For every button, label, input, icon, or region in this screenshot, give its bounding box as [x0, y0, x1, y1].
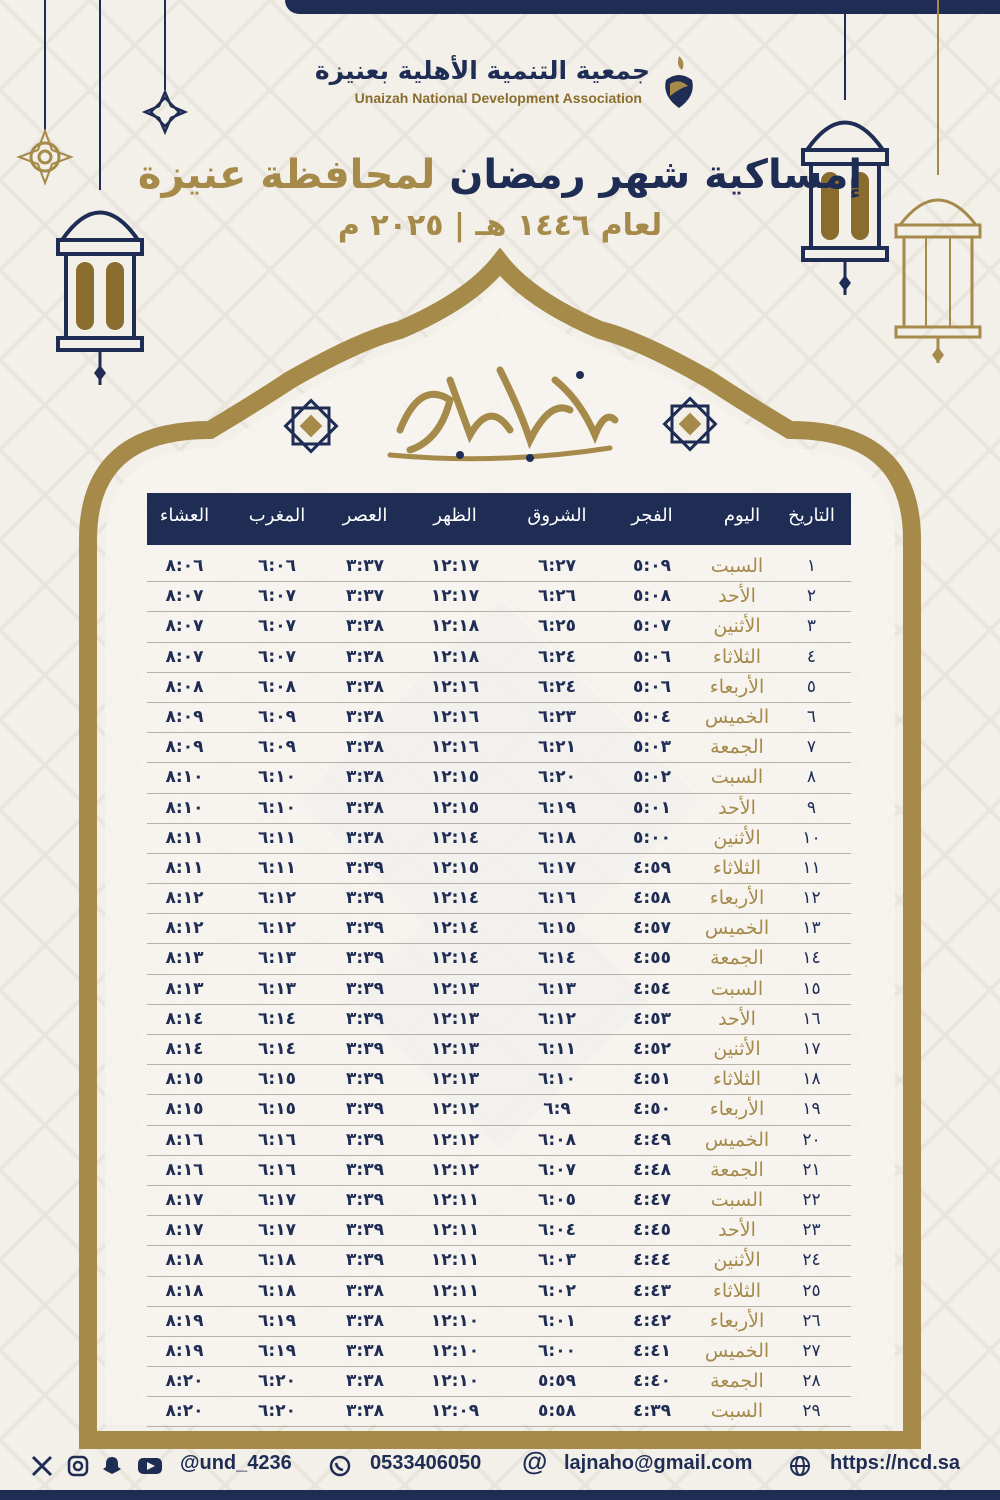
cell-fajr: ٤:٥١	[633, 1069, 671, 1090]
cell-shuruq: ٦:٢٤	[538, 646, 576, 667]
cell-shuruq: ٦:٢١	[538, 737, 576, 758]
cell-isha: ٨:٢٠	[165, 1371, 204, 1392]
ramadan-calligraphy	[380, 340, 620, 470]
cell-isha: ٨:١٤	[165, 1039, 204, 1059]
cell-isha: ٨:٠٧	[165, 616, 204, 637]
cell-shuruq: ٦:١٥	[538, 918, 576, 939]
cell-dhuhr: ١٢:١١	[430, 1250, 480, 1271]
cell-shuruq: ٦:١٩	[538, 797, 576, 818]
cell-maghrib: ٦:١٩	[258, 1340, 296, 1361]
cell-date: ١	[806, 556, 817, 576]
cell-date: ١٢	[802, 888, 821, 909]
cell-asr: ٣:٣٨	[346, 676, 384, 697]
table-row	[147, 703, 851, 733]
cell-dhuhr: ١٢:١٣	[430, 978, 480, 999]
cell-fajr: ٥:٠٢	[633, 767, 671, 788]
cell-day: الأحد	[718, 1007, 756, 1030]
bottom-accent-bar	[0, 1490, 1000, 1500]
cell-dhuhr: ١٢:١١	[430, 1280, 480, 1301]
cell-isha: ٨:١٢	[165, 888, 204, 909]
cell-isha: ٨:١٧	[165, 1220, 204, 1241]
table-row	[147, 673, 851, 703]
cell-date: ٦	[806, 706, 817, 727]
cell-isha: ٨:١٨	[165, 1280, 204, 1301]
cell-date: ١٠	[802, 827, 821, 848]
cell-dhuhr: ١٢:١٤	[430, 827, 480, 848]
cell-day: الخميس	[704, 705, 770, 728]
cell-date: ١٣	[802, 918, 821, 939]
table-row	[147, 884, 851, 914]
cell-dhuhr: ١٢:١٣	[430, 1039, 480, 1059]
cell-fajr: ٤:٤١	[633, 1340, 671, 1361]
cell-date: ١١	[802, 857, 821, 878]
youtube-icon[interactable]	[136, 1454, 164, 1478]
cell-date: ١٩	[802, 1099, 821, 1120]
cell-shuruq: ٦:١٦	[538, 888, 576, 909]
cell-maghrib: ٦:١٨	[258, 1280, 296, 1301]
cell-maghrib: ٦:١٢	[258, 918, 296, 939]
table-row	[147, 582, 851, 612]
table-row	[147, 944, 851, 974]
cell-fajr: ٥:٠٨	[633, 586, 671, 607]
cell-date: ٢٢	[802, 1189, 821, 1210]
cell-dhuhr: ١٢:١٨	[430, 646, 480, 667]
cell-asr: ٣:٣٨	[346, 1310, 384, 1331]
cell-date: ١٦	[802, 1008, 821, 1029]
cell-asr: ٣:٣٨	[346, 1340, 384, 1361]
cell-shuruq: ٦:١٢	[538, 1008, 576, 1029]
cell-shuruq: ٦:٠٣	[538, 1250, 576, 1271]
cell-dhuhr: ١٢:١١	[430, 1220, 480, 1241]
cell-maghrib: ٦:١١	[258, 857, 296, 878]
cell-asr: ٣:٣٨	[346, 616, 384, 637]
organization-name-en: Unaizah National Development Association	[354, 90, 642, 106]
cell-shuruq: ٦:٠٤	[538, 1220, 576, 1241]
cell-day: الأربعاء	[709, 675, 765, 698]
table-row	[147, 1246, 851, 1276]
cell-shuruq: ٦:١٨	[538, 827, 576, 848]
organization-logo-icon	[656, 52, 702, 112]
cell-maghrib: ٦:١٠	[258, 767, 296, 788]
cell-dhuhr: ١٢:٠٩	[430, 1401, 480, 1422]
cell-isha: ٨:١٨	[165, 1250, 204, 1271]
cell-asr: ٣:٣٩	[346, 948, 384, 969]
cell-asr: ٣:٣٨	[346, 1280, 384, 1301]
cell-maghrib: ٦:١٥	[258, 1069, 296, 1090]
cell-fajr: ٤:٤٨	[633, 1159, 671, 1180]
at-icon: @	[522, 1446, 548, 1476]
cell-isha: ٨:١٣	[165, 948, 204, 969]
snapchat-icon[interactable]	[100, 1454, 124, 1478]
cell-isha: ٨:١٥	[165, 1069, 204, 1090]
star-ornament	[145, 92, 185, 132]
table-row	[147, 1005, 851, 1035]
cell-shuruq: ٦:٠٧	[538, 1159, 576, 1180]
globe-icon	[788, 1454, 812, 1478]
cell-fajr: ٤:٥٢	[633, 1039, 671, 1059]
cell-shuruq: ٥:٥٩	[538, 1371, 576, 1392]
cell-isha: ٨:١٥	[165, 1099, 204, 1120]
cell-fajr: ٥:٠٦	[633, 676, 671, 697]
cell-fajr: ٤:٤٤	[633, 1250, 671, 1271]
cell-maghrib: ٦:١١	[258, 827, 296, 848]
cell-shuruq: ٦:١٣	[538, 978, 576, 999]
header-isha: العشاء	[159, 505, 210, 526]
cell-fajr: ٤:٥٧	[633, 918, 671, 939]
cell-dhuhr: ١٢:١٨	[430, 616, 480, 637]
cell-maghrib: ٦:٠٦	[258, 556, 296, 576]
cell-dhuhr: ١٢:١٦	[430, 676, 480, 697]
cell-maghrib: ٦:١٤	[258, 1039, 296, 1059]
cell-maghrib: ٦:١٧	[258, 1189, 296, 1210]
cell-maghrib: ٦:٠٧	[258, 616, 296, 637]
cell-isha: ٨:٠٩	[165, 706, 204, 727]
cell-isha: ٨:١٦	[165, 1129, 204, 1150]
organization-name-ar: جمعية التنمية الأهلية بعنيزة	[314, 56, 650, 85]
whatsapp-icon	[328, 1454, 352, 1478]
cell-fajr: ٥:٠٤	[633, 706, 671, 727]
page-subtitle: لعام ١٤٤٦ هـ | ٢٠٢٥ م	[337, 208, 663, 243]
cell-isha: ٨:١٣	[165, 978, 204, 999]
cell-maghrib: ٦:٢٠	[258, 1401, 296, 1422]
cell-isha: ٨:٠٩	[165, 737, 204, 758]
cell-maghrib: ٦:١٥	[258, 1099, 296, 1120]
cell-fajr: ٤:٤٠	[633, 1371, 671, 1392]
cell-date: ٥	[806, 676, 817, 697]
cell-isha: ٨:٢٠	[165, 1401, 204, 1422]
cell-date: ٩	[806, 797, 817, 818]
cell-date: ١٨	[802, 1069, 821, 1090]
cell-fajr: ٤:٥٣	[633, 1008, 671, 1029]
table-row	[147, 1337, 851, 1367]
header-dhuhr: الظهر	[433, 505, 477, 526]
title-part-2: لمحافظة عنيزة	[137, 152, 436, 198]
cell-asr: ٣:٣٨	[346, 1371, 384, 1392]
table-row	[147, 1186, 851, 1216]
cell-day: الخميس	[704, 1128, 770, 1151]
cell-day: الجمعة	[710, 1370, 764, 1393]
cell-date: ٢١	[802, 1159, 821, 1180]
table-row	[147, 643, 851, 673]
cell-asr: ٣:٣٧	[346, 556, 384, 576]
cell-shuruq: ٦:٢٠	[538, 767, 576, 788]
table-row	[147, 763, 851, 793]
cell-day: الجمعة	[710, 736, 764, 759]
cell-dhuhr: ١٢:١٣	[430, 1008, 480, 1029]
cell-date: ٢٥	[802, 1280, 821, 1301]
cell-day: الأثنين	[713, 1038, 761, 1060]
cell-asr: ٣:٣٩	[346, 1099, 384, 1120]
table-row	[147, 1307, 851, 1337]
cell-day: الأحد	[718, 1219, 756, 1242]
cell-asr: ٣:٣٩	[346, 857, 384, 878]
cell-maghrib: ٦:٠٩	[258, 706, 296, 727]
cell-dhuhr: ١٢:١٠	[430, 1310, 480, 1331]
cell-shuruq: ٦:٢٦	[538, 586, 576, 607]
geometric-ornament-left	[283, 398, 339, 454]
cell-asr: ٣:٣٩	[346, 1159, 384, 1180]
header-shuruq: الشروق	[527, 505, 587, 526]
cell-asr: ٣:٣٩	[346, 1039, 384, 1059]
table-row	[147, 1277, 851, 1307]
cell-shuruq: ٦:١٧	[538, 857, 576, 878]
cell-dhuhr: ١٢:١٥	[430, 767, 480, 788]
cell-day: الأربعاء	[709, 1098, 765, 1121]
cell-shuruq: ٦:١٠	[538, 1069, 576, 1090]
cell-dhuhr: ١٢:١٠	[430, 1371, 480, 1392]
cell-dhuhr: ١٢:١٥	[430, 797, 480, 818]
table-row	[147, 1126, 851, 1156]
footer-phone[interactable]: 0533406050	[370, 1452, 482, 1474]
cell-asr: ٣:٣٩	[346, 888, 384, 909]
cell-day: الثلاثاء	[712, 1279, 762, 1302]
cell-fajr: ٤:٤٥	[633, 1220, 671, 1241]
cell-isha: ٨:١١	[165, 827, 204, 848]
cell-isha: ٨:١٤	[165, 1008, 204, 1029]
cell-shuruq: ٦:٠١	[538, 1310, 576, 1331]
cell-isha: ٨:١٠	[165, 797, 204, 818]
cell-dhuhr: ١٢:١١	[430, 1189, 480, 1210]
cell-asr: ٣:٣٩	[346, 1189, 384, 1210]
cell-shuruq: ٦:١١	[538, 1039, 576, 1059]
cell-day: الأثنين	[713, 615, 761, 638]
cell-fajr: ٥:٠١	[633, 797, 671, 818]
cell-isha: ٨:٠٧	[165, 586, 204, 607]
table-row	[147, 824, 851, 854]
cell-maghrib: ٦:١٣	[258, 978, 296, 999]
x-icon[interactable]	[30, 1454, 54, 1478]
cell-date: ٨	[806, 767, 817, 788]
cell-date: ١٧	[802, 1039, 821, 1059]
table-row	[147, 914, 851, 944]
cell-day: السبت	[710, 555, 764, 577]
footer	[0, 1448, 1000, 1488]
cell-fajr: ٤:٤٣	[633, 1280, 671, 1301]
cell-fajr: ٥:٠٣	[633, 737, 671, 758]
table-row	[147, 854, 851, 884]
cell-date: ١٥	[802, 978, 821, 999]
prayer-times-table	[147, 552, 851, 1427]
cell-isha: ٨:١١	[165, 857, 204, 878]
cell-shuruq: ٦:١٤	[538, 948, 576, 969]
geometric-ornament-right	[662, 396, 718, 452]
footer-email[interactable]: lajnaho@gmail.com	[564, 1452, 753, 1474]
cell-date: ٢٤	[802, 1250, 821, 1271]
page-title	[0, 152, 1000, 198]
cell-asr: ٣:٣٨	[346, 767, 384, 788]
cell-day: السبت	[710, 1188, 764, 1211]
table-row	[147, 975, 851, 1005]
cell-day: الثلاثاء	[712, 645, 762, 668]
table-row	[147, 1156, 851, 1186]
cell-dhuhr: ١٢:١٤	[430, 888, 480, 909]
cell-dhuhr: ١٢:١٠	[430, 1340, 480, 1361]
cell-date: ٢٠	[802, 1129, 821, 1150]
cell-maghrib: ٦:٢٠	[258, 1371, 296, 1392]
cell-day: الأثنين	[713, 826, 761, 849]
table-row	[147, 552, 851, 582]
table-header	[147, 493, 851, 545]
footer-handle[interactable]: @und_4236	[180, 1452, 292, 1474]
cell-isha: ٨:١٧	[165, 1189, 204, 1210]
cell-shuruq: ٦:٠٠	[538, 1340, 576, 1361]
table-row	[147, 612, 851, 642]
cell-asr: ٣:٣٨	[346, 797, 384, 818]
cell-dhuhr: ١٢:١٧	[430, 556, 480, 576]
cell-date: ٢	[806, 586, 817, 607]
cell-asr: ٣:٣٩	[346, 1069, 384, 1090]
table-row	[147, 733, 851, 763]
cell-shuruq: ٦:٢٧	[538, 556, 576, 576]
cell-date: ١٤	[802, 948, 821, 969]
cell-day: الأربعاء	[709, 1309, 765, 1332]
table-row	[147, 1397, 851, 1427]
cell-fajr: ٥:٠٧	[633, 616, 671, 637]
cell-date: ٣	[806, 616, 817, 637]
cell-dhuhr: ١٢:١٤	[430, 918, 480, 939]
footer-website[interactable]: https://ncd.sa	[830, 1452, 961, 1474]
cell-day: السبت	[710, 1400, 764, 1423]
cell-dhuhr: ١٢:١٣	[430, 1069, 480, 1090]
cell-date: ٢٦	[802, 1310, 821, 1331]
header-fajr: الفجر	[631, 505, 673, 526]
cell-shuruq: ٦:٢٤	[538, 676, 576, 697]
cell-day: الأحد	[718, 796, 756, 819]
cell-fajr: ٤:٥٨	[633, 888, 671, 909]
cell-maghrib: ٦:١٤	[258, 1008, 296, 1029]
cell-day: الخميس	[704, 1339, 770, 1362]
cell-maghrib: ٦:١٦	[258, 1159, 296, 1180]
cell-day: الأحد	[718, 585, 756, 608]
header-date: التاريخ	[788, 505, 835, 526]
cell-asr: ٣:٣٨	[346, 706, 384, 727]
cell-dhuhr: ١٢:١٦	[430, 737, 480, 758]
cell-date: ٧	[806, 737, 817, 758]
cell-maghrib: ٦:١٨	[258, 1250, 296, 1271]
cell-fajr: ٤:٥٤	[633, 978, 671, 999]
cell-day: السبت	[710, 766, 764, 789]
cell-isha: ٨:١٩	[165, 1310, 204, 1331]
cell-asr: ٣:٣٧	[346, 586, 384, 607]
header-maghrib: المغرب	[248, 505, 306, 526]
cell-date: ٤	[806, 646, 817, 667]
cell-day: الأثنين	[713, 1249, 761, 1272]
cell-asr: ٣:٣٨	[346, 1401, 384, 1422]
cell-dhuhr: ١٢:١٢	[430, 1159, 480, 1180]
cell-asr: ٣:٣٩	[346, 918, 384, 939]
cell-fajr: ٤:٥٩	[633, 857, 671, 878]
cell-dhuhr: ١٢:١٥	[430, 857, 480, 878]
cell-maghrib: ٦:١٦	[258, 1129, 296, 1150]
cell-day: الجمعة	[710, 947, 764, 970]
cell-shuruq: ٦:٠٢	[538, 1280, 576, 1301]
cell-isha: ٨:٠٨	[165, 676, 204, 697]
cell-shuruq: ٥:٥٨	[538, 1401, 576, 1422]
header-asr: العصر	[342, 505, 388, 526]
cell-day: الثلاثاء	[712, 1068, 762, 1091]
cell-asr: ٣:٣٨	[346, 737, 384, 758]
cell-dhuhr: ١٢:١٤	[430, 948, 480, 969]
cell-shuruq: ٦:٠٨	[538, 1129, 576, 1150]
cell-date: ٢٨	[802, 1371, 821, 1392]
cell-maghrib: ٦:١٣	[258, 948, 296, 969]
cell-dhuhr: ١٢:١٢	[430, 1129, 480, 1150]
cell-isha: ٨:٠٦	[165, 556, 204, 576]
cell-asr: ٣:٣٩	[346, 1220, 384, 1241]
cell-date: ٢٩	[802, 1401, 821, 1422]
title-part-1: إمساكية شهر رمضان	[435, 152, 863, 198]
cell-isha: ٨:١٩	[165, 1340, 204, 1361]
cell-date: ٢٣	[802, 1220, 821, 1241]
cell-shuruq: ٦:٢٥	[538, 616, 576, 637]
table-row	[147, 1216, 851, 1246]
cell-fajr: ٤:٥٠	[633, 1099, 671, 1120]
cell-date: ٢٧	[802, 1340, 821, 1361]
cell-dhuhr: ١٢:١٦	[430, 706, 480, 727]
cell-asr: ٣:٣٩	[346, 978, 384, 999]
table-row	[147, 794, 851, 824]
cell-fajr: ٥:٠٠	[633, 827, 671, 848]
cell-day: السبت	[710, 977, 764, 1000]
cell-maghrib: ٦:٠٩	[258, 737, 296, 758]
cell-shuruq: ٦:٠٥	[538, 1189, 576, 1210]
cell-dhuhr: ١٢:١٢	[430, 1099, 480, 1120]
cell-asr: ٣:٣٩	[346, 1008, 384, 1029]
cell-maghrib: ٦:٠٧	[258, 646, 296, 667]
cell-isha: ٨:١٦	[165, 1159, 204, 1180]
cell-asr: ٣:٣٩	[346, 1129, 384, 1150]
cell-maghrib: ٦:٠٧	[258, 586, 296, 607]
cell-fajr: ٤:٥٥	[633, 948, 671, 969]
cell-fajr: ٥:٠٦	[633, 646, 671, 667]
cell-fajr: ٥:٠٩	[633, 556, 671, 576]
table-row	[147, 1095, 851, 1125]
header-day: اليوم	[723, 505, 761, 526]
cell-maghrib: ٦:١٩	[258, 1310, 296, 1331]
cell-isha: ٨:١٢	[165, 918, 204, 939]
table-row	[147, 1367, 851, 1397]
cell-dhuhr: ١٢:١٧	[430, 586, 480, 607]
cell-fajr: ٤:٤٧	[633, 1189, 671, 1210]
cell-shuruq: ٦:٩	[543, 1099, 571, 1120]
organization-header	[314, 50, 710, 120]
cell-maghrib: ٦:١٠	[258, 797, 296, 818]
cell-day: الثلاثاء	[712, 856, 762, 879]
cell-asr: ٣:٣٩	[346, 1250, 384, 1271]
table-row	[147, 1065, 851, 1095]
cell-maghrib: ٦:٠٨	[258, 676, 296, 697]
cell-fajr: ٤:٣٩	[633, 1401, 671, 1422]
cell-isha: ٨:٠٧	[165, 646, 204, 667]
cell-asr: ٣:٣٨	[346, 646, 384, 667]
cell-shuruq: ٦:٢٣	[538, 706, 576, 727]
cell-fajr: ٤:٤٢	[633, 1310, 671, 1331]
cell-day: الخميس	[704, 917, 770, 940]
cell-asr: ٣:٣٨	[346, 827, 384, 848]
table-row	[147, 1035, 851, 1065]
cell-maghrib: ٦:١٧	[258, 1220, 296, 1241]
cell-maghrib: ٦:١٢	[258, 888, 296, 909]
cell-isha: ٨:١٠	[165, 767, 204, 788]
cell-fajr: ٤:٤٩	[633, 1129, 671, 1150]
cell-day: الأربعاء	[709, 887, 765, 910]
cell-day: الجمعة	[710, 1158, 764, 1181]
instagram-icon[interactable]	[66, 1454, 90, 1478]
